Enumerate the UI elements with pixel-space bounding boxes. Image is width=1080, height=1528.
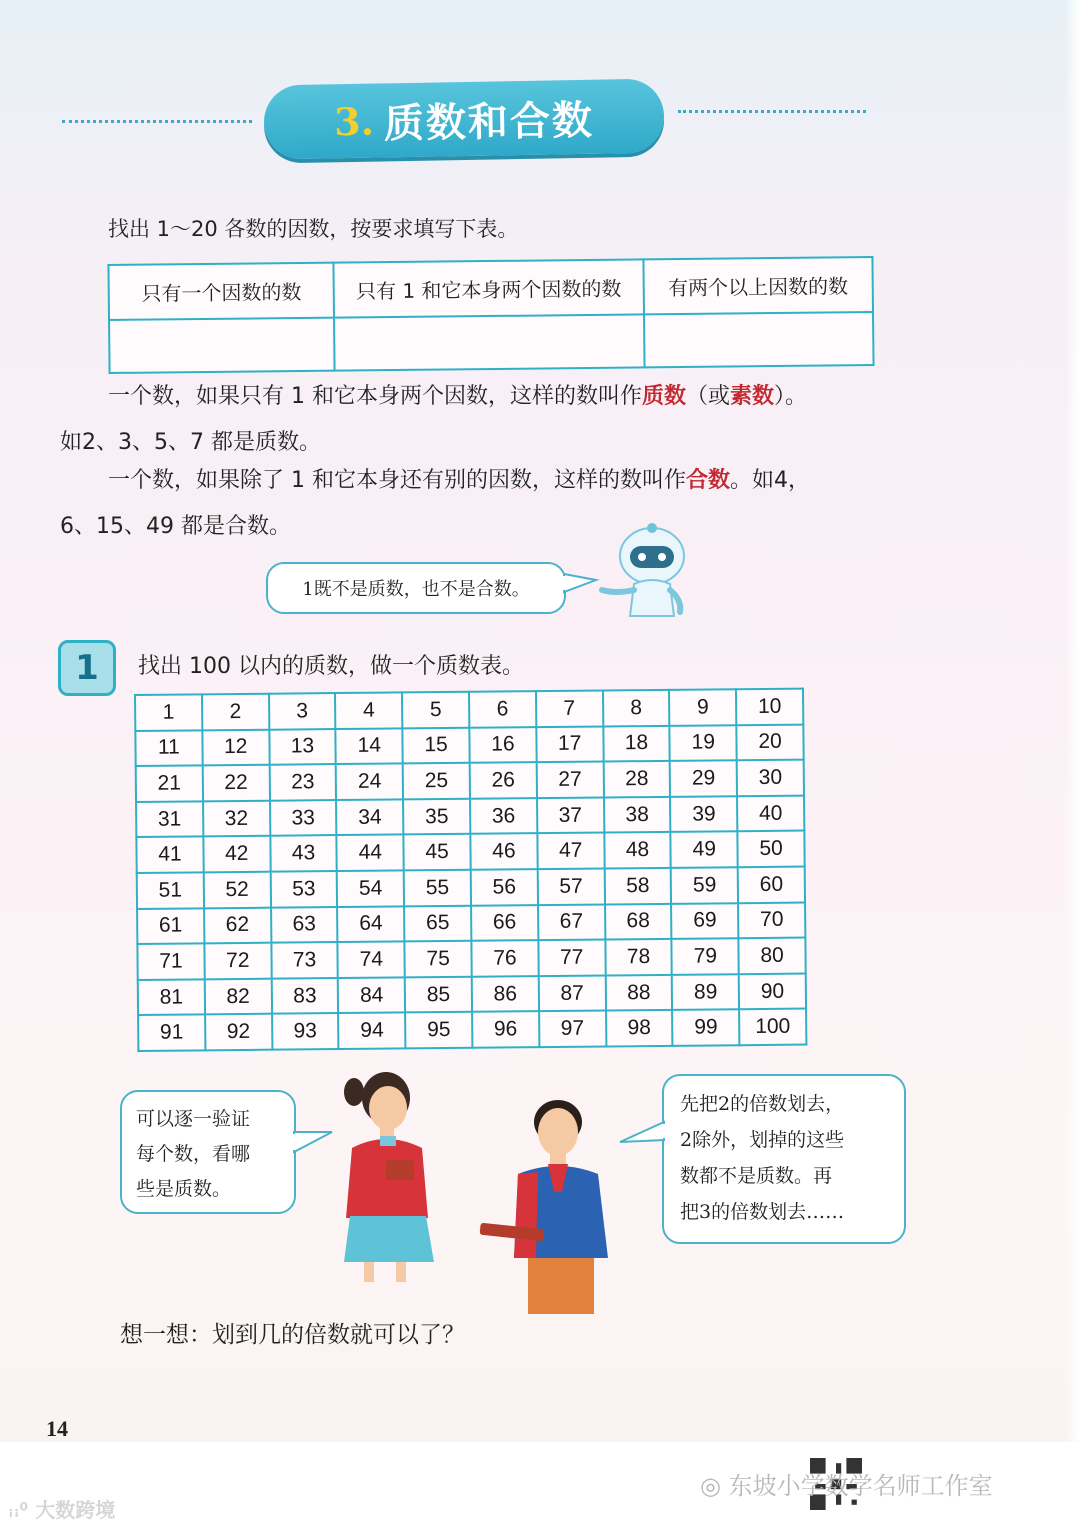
grid-number-cell[interactable]: 9 — [669, 689, 736, 725]
grid-number-cell[interactable]: 96 — [472, 1011, 539, 1047]
grid-number-cell[interactable]: 82 — [205, 978, 272, 1014]
grid-number-cell[interactable]: 18 — [603, 725, 670, 761]
grid-number-cell[interactable]: 90 — [739, 973, 806, 1009]
intro-text: 找出 1～20 各数的因数，按要求填写下表。 — [108, 217, 519, 241]
grid-number-cell[interactable]: 6 — [469, 691, 536, 727]
section-title-text: 质数和合数 — [383, 96, 595, 147]
grid-number-cell[interactable]: 41 — [136, 837, 203, 873]
girl-speech-line: 每个数，看哪 — [136, 1143, 251, 1165]
grid-number-cell[interactable]: 60 — [738, 867, 805, 903]
grid-number-cell[interactable]: 51 — [137, 872, 204, 908]
watermark-right — [700, 1466, 993, 1501]
grid-number-cell[interactable]: 13 — [269, 729, 336, 765]
grid-number-cell[interactable]: 88 — [605, 975, 672, 1011]
grid-number-cell[interactable]: 33 — [270, 800, 337, 836]
grid-number-cell[interactable]: 56 — [471, 869, 538, 905]
grid-number-cell[interactable]: 36 — [470, 798, 537, 834]
grid-number-cell[interactable]: 68 — [605, 903, 672, 939]
grid-number-cell[interactable]: 74 — [338, 942, 405, 978]
grid-number-cell[interactable]: 16 — [469, 727, 536, 763]
grid-number-cell[interactable]: 21 — [136, 766, 203, 802]
grid-number-cell[interactable]: 70 — [738, 902, 805, 938]
grid-number-cell[interactable]: 72 — [204, 943, 271, 979]
grid-number-cell[interactable]: 27 — [536, 762, 603, 798]
grid-number-cell[interactable]: 47 — [537, 833, 604, 869]
grid-number-cell[interactable]: 66 — [471, 905, 538, 941]
term-prime: 质数 — [642, 384, 687, 409]
grid-number-cell[interactable]: 57 — [537, 868, 604, 904]
grid-number-cell[interactable]: 46 — [470, 834, 537, 870]
grid-number-cell[interactable]: 37 — [537, 797, 604, 833]
grid-number-cell[interactable]: 97 — [539, 1011, 606, 1047]
grid-number-cell[interactable]: 75 — [405, 941, 472, 977]
grid-row — [138, 1009, 806, 1051]
grid-number-cell[interactable]: 69 — [671, 903, 738, 939]
exercise-number: 1 — [75, 648, 99, 688]
grid-number-cell[interactable]: 17 — [536, 726, 603, 762]
grid-number-cell[interactable]: 86 — [472, 976, 539, 1012]
composite-examples: 6、15、49 都是合数。 — [60, 514, 291, 539]
prime-definition — [108, 382, 807, 412]
grid-number-cell[interactable]: 55 — [404, 870, 471, 906]
grid-number-cell[interactable]: 44 — [337, 835, 404, 871]
boy-bubble-tail — [616, 1118, 666, 1148]
composite-definition — [108, 466, 810, 496]
girl-speech-line: 些是质数。 — [136, 1178, 232, 1200]
grid-number-cell[interactable]: 48 — [604, 832, 671, 868]
grid-number-cell[interactable]: 84 — [338, 977, 405, 1013]
grid-number-cell[interactable]: 61 — [137, 908, 204, 944]
grid-number-cell[interactable]: 100 — [739, 1009, 806, 1045]
grid-number-cell[interactable]: 53 — [270, 871, 337, 907]
robot-speech-bubble — [266, 562, 566, 614]
grid-number-cell[interactable]: 83 — [271, 978, 338, 1014]
grid-number-cell[interactable]: 30 — [737, 760, 804, 796]
title-dots-right — [678, 110, 866, 113]
grid-number-cell[interactable]: 25 — [403, 763, 470, 799]
grid-number-cell[interactable]: 2 — [202, 694, 269, 730]
grid-number-cell[interactable]: 45 — [404, 834, 471, 870]
boy-speech-bubble — [662, 1074, 906, 1244]
grid-number-cell[interactable]: 7 — [536, 691, 603, 727]
girl-speech-line: 可以逐一验证 — [136, 1108, 251, 1130]
prime-examples: 如2、3、5、7 都是质数。 — [60, 430, 321, 455]
grid-number-cell[interactable]: 49 — [671, 832, 738, 868]
grid-number-cell[interactable]: 22 — [202, 765, 269, 801]
factor-table-header: 有两个以上因数的数 — [643, 257, 873, 314]
grid-number-cell[interactable]: 20 — [736, 724, 803, 760]
title-dots-left — [62, 120, 252, 123]
composite-definition-text: 一个数，如果除了 1 和它本身还有别的因数，这样的数叫作 — [108, 468, 686, 493]
prime-definition-end: ）。 — [774, 384, 808, 409]
boy-speech-line: 先把2的倍数划去， — [680, 1093, 845, 1115]
grid-number-cell[interactable]: 81 — [138, 979, 205, 1015]
grid-number-cell[interactable]: 14 — [336, 728, 403, 764]
prime-definition-paren: （或 — [686, 384, 731, 409]
grid-number-cell[interactable]: 23 — [269, 764, 336, 800]
grid-number-cell[interactable]: 38 — [604, 797, 671, 833]
grid-number-cell[interactable]: 15 — [403, 727, 470, 763]
grid-number-cell[interactable]: 76 — [471, 940, 538, 976]
grid-number-cell[interactable]: 39 — [670, 796, 737, 832]
factor-table-cell[interactable] — [109, 318, 335, 373]
factor-table-header: 只有一个因数的数 — [108, 263, 334, 320]
number-grid — [134, 688, 807, 1052]
grid-number-cell[interactable]: 29 — [670, 760, 737, 796]
grid-number-cell[interactable]: 50 — [738, 831, 805, 867]
grid-number-cell[interactable]: 19 — [670, 725, 737, 761]
grid-number-cell[interactable]: 79 — [672, 938, 739, 974]
girl-illustration — [330, 1066, 440, 1282]
robot-speech-text: 1既不是质数，也不是合数。 — [302, 579, 530, 600]
watermark-wechat-icon: ◎ — [700, 1472, 729, 1500]
grid-number-cell[interactable]: 31 — [136, 801, 203, 837]
robot-icon — [594, 520, 694, 620]
grid-number-cell[interactable]: 62 — [204, 907, 271, 943]
grid-number-cell[interactable]: 28 — [603, 761, 670, 797]
page-edge — [1064, 0, 1080, 1528]
grid-number-cell[interactable]: 59 — [671, 867, 738, 903]
section-number: 3. — [333, 98, 375, 144]
grid-number-cell[interactable]: 64 — [337, 906, 404, 942]
exercise-text: 找出 100 以内的质数，做一个质数表。 — [138, 654, 524, 679]
boy-speech-line: 把3的倍数划去…… — [680, 1201, 845, 1223]
grid-number-cell[interactable]: 11 — [135, 730, 202, 766]
watermark-left — [8, 1494, 115, 1523]
grid-number-cell[interactable]: 78 — [605, 939, 672, 975]
page-number: 14 — [46, 1416, 68, 1441]
grid-number-cell[interactable]: 71 — [137, 943, 204, 979]
grid-number-cell[interactable]: 93 — [272, 1013, 339, 1049]
grid-number-cell[interactable]: 94 — [338, 1013, 405, 1049]
grid-number-cell[interactable]: 42 — [203, 836, 270, 872]
grid-number-cell[interactable]: 77 — [538, 940, 605, 976]
watermark-logo-icon: ꜟꜟ⁰ — [8, 1498, 36, 1522]
factor-table — [107, 256, 874, 374]
grid-number-cell[interactable]: 4 — [335, 692, 402, 728]
grid-number-cell[interactable]: 95 — [405, 1012, 472, 1048]
grid-number-cell[interactable]: 52 — [204, 872, 271, 908]
grid-number-cell[interactable]: 85 — [405, 977, 472, 1013]
grid-number-cell[interactable]: 24 — [336, 764, 403, 800]
grid-number-cell[interactable]: 35 — [403, 799, 470, 835]
girl-speech-bubble — [120, 1090, 296, 1214]
grid-number-cell[interactable]: 32 — [203, 800, 270, 836]
factor-table-cell[interactable] — [644, 312, 874, 367]
grid-number-cell[interactable]: 1 — [135, 694, 202, 730]
grid-number-cell[interactable]: 91 — [138, 1015, 205, 1051]
exercise-badge — [58, 640, 116, 696]
grid-number-cell[interactable]: 10 — [736, 689, 803, 725]
grid-number-cell[interactable]: 58 — [604, 868, 671, 904]
term-sushu: 素数 — [730, 384, 775, 409]
watermark-right-text: 东坡小学数学名师工作室 — [728, 1472, 993, 1500]
grid-number-cell[interactable]: 87 — [539, 975, 606, 1011]
section-title — [263, 79, 664, 160]
grid-number-cell[interactable]: 3 — [269, 693, 336, 729]
grid-number-cell[interactable]: 92 — [205, 1014, 272, 1050]
boy-speech-line: 数都不是质数。再 — [680, 1165, 833, 1187]
grid-number-cell[interactable]: 43 — [270, 835, 337, 871]
grid-number-cell[interactable]: 80 — [739, 938, 806, 974]
grid-number-cell[interactable]: 73 — [271, 942, 338, 978]
grid-number-cell[interactable]: 67 — [538, 904, 605, 940]
grid-number-cell[interactable]: 65 — [404, 905, 471, 941]
factor-table-cell[interactable] — [334, 314, 644, 370]
composite-definition-end: 。如4， — [730, 468, 811, 493]
grid-number-cell[interactable]: 99 — [672, 1010, 739, 1046]
boy-speech-line: 2除外，划掉的这些 — [680, 1129, 845, 1151]
grid-number-cell[interactable]: 40 — [737, 795, 804, 831]
think-prompt: 想一想：划到几的倍数就可以了？ — [120, 1322, 465, 1348]
grid-number-cell[interactable]: 26 — [470, 762, 537, 798]
term-composite: 合数 — [686, 468, 731, 493]
watermark-left-text: 大数跨境 — [35, 1498, 116, 1522]
grid-number-cell[interactable]: 34 — [336, 799, 403, 835]
grid-number-cell[interactable]: 98 — [606, 1010, 673, 1046]
grid-number-cell[interactable]: 12 — [202, 729, 269, 765]
grid-number-cell[interactable]: 5 — [402, 692, 469, 728]
grid-number-cell[interactable]: 89 — [672, 974, 739, 1010]
grid-number-cell[interactable]: 63 — [271, 907, 338, 943]
grid-number-cell[interactable]: 8 — [603, 690, 670, 726]
grid-number-cell[interactable]: 54 — [337, 870, 404, 906]
prime-definition-text: 一个数，如果只有 1 和它本身两个因数，这样的数叫作 — [108, 384, 642, 409]
boy-illustration — [478, 1092, 618, 1314]
factor-table-header: 只有 1 和它本身两个因数的数 — [334, 259, 644, 317]
